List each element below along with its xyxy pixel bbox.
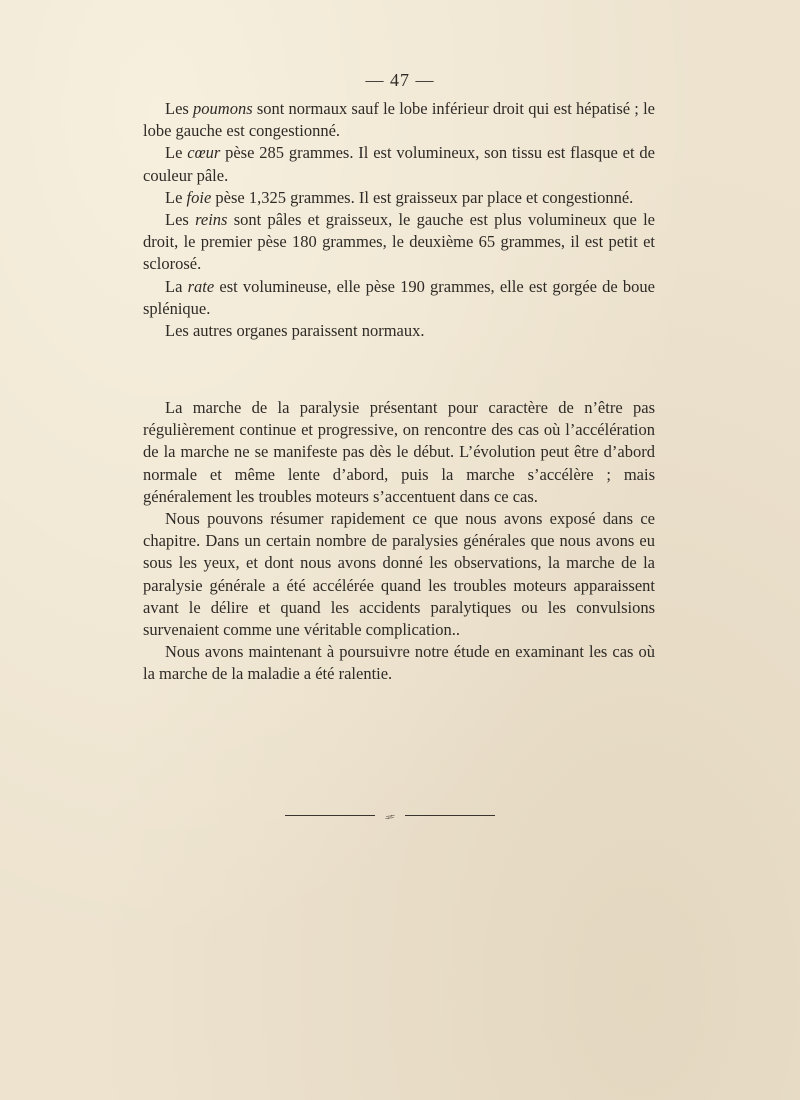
paragraph-other-organs: Les autres organes paraissent normaux. bbox=[165, 321, 425, 341]
paragraph-spleen-post: est volumineuse, elle pèse 190 grammes, elle est gorgée de boue splénique. bbox=[143, 276, 656, 318]
organ-term-liver: foie bbox=[186, 187, 212, 207]
paragraph-liver-pre: Le bbox=[165, 187, 187, 207]
paragraph-kidneys bbox=[143, 209, 655, 276]
organ-term-lungs: poumons bbox=[193, 99, 253, 118]
section-end-ornament bbox=[285, 810, 495, 822]
paragraph-lungs bbox=[143, 98, 655, 142]
paragraph-lungs-post: sont normaux sauf le lobe inférieur droit qui est hépatisé ; le lobe gauche est congestionné. bbox=[143, 99, 655, 141]
paragraph-chapter-summary: Nous pouvons résumer rapidement ce que nous avons exposé dans ce chapitre. Dans un certain nombre de paralysies générales que nous avons eu sous les yeux, et dont nous avons donné les observations, la marche de la paralysie générale a été accélérée quand les troubles moteurs apparaissent avant le délire et quand les accidents paralytiques ou les convulsions survenaient comme une véritable complication.. bbox=[143, 509, 655, 640]
paragraph-heart-post: pèse 285 grammes. Il est volumineux, son tissu est flasque et de couleur pâle. bbox=[143, 143, 655, 185]
paragraph-lungs-pre: Les bbox=[165, 99, 194, 118]
autopsy-findings-section bbox=[143, 98, 655, 342]
page-number: — 47 — bbox=[365, 70, 435, 90]
paragraph-heart-pre: Le bbox=[165, 143, 188, 163]
chapter-summary-section bbox=[143, 397, 655, 686]
ornament-rule-left bbox=[285, 815, 375, 816]
paragraph-next-study: Nous avons maintenant à poursuivre notre étude en examinant les cas où la marche de la maladie a été ralentie. bbox=[143, 642, 655, 684]
paragraph-heart bbox=[143, 142, 655, 186]
organ-term-spleen: rate bbox=[187, 276, 215, 296]
paragraph-liver bbox=[143, 187, 655, 209]
ornament-rule-right bbox=[405, 815, 495, 816]
paragraph-spleen-pre: La bbox=[165, 276, 188, 296]
paragraph-liver-post: pèse 1,325 grammes. Il est graisseux par place et congestionné. bbox=[211, 187, 634, 207]
paragraph-paralysis-course: La marche de la paralysie présentant pour caractère de n’être pas régulièrement continue et progressive, on rencontre des cas où l’accélération de la marche ne se manifeste pas dès le début. L’évolution peut être d’abord normale et même lente d’abord, puis la marche s’accélère ; mais généralement les troubles moteurs s’accentuent dans ce cas. bbox=[143, 398, 655, 506]
organ-term-kidneys: reins bbox=[195, 210, 228, 230]
paragraph-kidneys-pre: Les bbox=[165, 210, 196, 230]
organ-term-heart: cœur bbox=[187, 143, 221, 163]
paragraph-spleen bbox=[143, 276, 655, 320]
ornament-knot-icon: ⟓⟔ bbox=[384, 810, 396, 822]
paragraph-kidneys-post: sont pâles et graisseux, le gauche est plus volumineux que le droit, le premier pèse 180 grammes, le deuxième 65 grammes, il est petit et sclorosé. bbox=[143, 210, 655, 274]
